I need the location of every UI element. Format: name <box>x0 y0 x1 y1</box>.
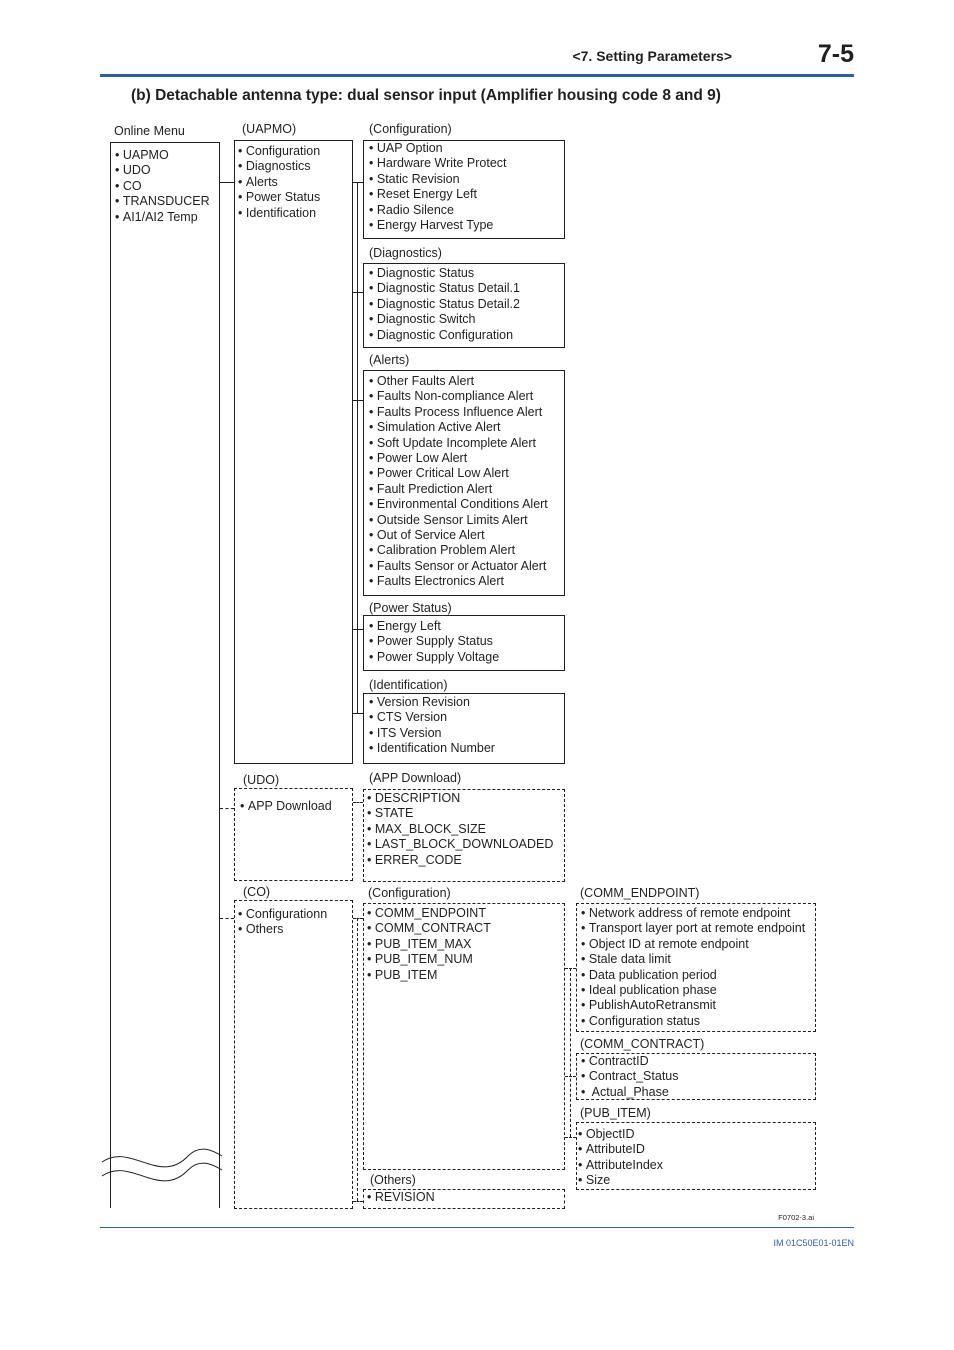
uapmo-identification-label: (Identification) <box>369 678 448 692</box>
list-item: • Other Faults Alert <box>369 374 564 389</box>
document-number: IM 01C50E01-01EN <box>773 1238 854 1248</box>
list-item: • Diagnostic Switch <box>369 312 564 327</box>
app-download-list <box>364 790 564 868</box>
list-item: • PUB_ITEM_MAX <box>367 937 564 952</box>
list-item: • Energy Left <box>369 619 564 634</box>
list-item: • Network address of remote endpoint <box>581 906 815 921</box>
list-item: • UDO <box>115 163 219 178</box>
break-mark <box>100 1146 225 1186</box>
connector-line <box>220 918 234 919</box>
list-item: • Power Status <box>238 190 352 205</box>
uapmo-box <box>234 140 353 764</box>
list-item: • AI1/AI2 Temp <box>115 210 219 225</box>
list-item: • Power Supply Status <box>369 634 564 649</box>
udo-box <box>234 788 353 881</box>
list-item: • Diagnostic Configuration <box>369 328 564 343</box>
udo-list <box>235 789 352 814</box>
uapmo-identification-list <box>364 694 564 757</box>
list-item: • UAPMO <box>115 148 219 163</box>
uapmo-diagnostics-box <box>363 263 565 348</box>
list-item: • UAP Option <box>369 141 564 156</box>
figure-title: (b) Detachable antenna type: dual sensor input (Amplifier housing code 8 and 9) <box>131 87 721 104</box>
connector-line <box>353 292 363 293</box>
connector-line <box>353 802 363 803</box>
list-item: • REVISION <box>367 1190 564 1205</box>
list-item: • Static Revision <box>369 172 564 187</box>
list-item: • Faults Sensor or Actuator Alert <box>369 559 564 574</box>
list-item: • Hardware Write Protect <box>369 156 564 171</box>
list-item: • Alerts <box>238 175 352 190</box>
list-item: • Faults Non-compliance Alert <box>369 389 564 404</box>
list-item: • ITS Version <box>369 726 564 741</box>
co-label: (CO) <box>243 885 271 899</box>
uapmo-diagnostics-label: (Diagnostics) <box>369 246 442 260</box>
list-item: • Contract_Status <box>581 1069 815 1084</box>
co-others-label: (Others) <box>370 1173 416 1187</box>
list-item: • Radio Silence <box>369 203 564 218</box>
list-item: • TRANSDUCER <box>115 194 219 209</box>
list-item: • APP Download <box>240 799 352 814</box>
list-item: • Data publication period <box>581 968 815 983</box>
co-box <box>234 900 353 1209</box>
uapmo-power-status-list <box>364 616 564 665</box>
online-menu-label: Online Menu <box>114 124 185 138</box>
comm-endpoint-box <box>576 903 816 1032</box>
list-item: • STATE <box>367 806 564 821</box>
uapmo-alerts-list <box>364 371 564 590</box>
co-others-list <box>364 1190 564 1205</box>
pub-item-box <box>576 1122 816 1190</box>
list-item: • Version Revision <box>369 695 564 710</box>
connector-line <box>220 808 234 809</box>
list-item: • Diagnostics <box>238 159 352 174</box>
connector-line <box>565 1076 576 1077</box>
pub-item-label: (PUB_ITEM) <box>580 1106 651 1120</box>
connector-line <box>353 182 363 183</box>
list-item: • Stale data limit <box>581 952 815 967</box>
list-item: • CO <box>115 179 219 194</box>
list-item: • COMM_CONTRACT <box>367 921 564 936</box>
comm-contract-box <box>576 1053 816 1100</box>
uapmo-configuration-list <box>364 141 564 233</box>
list-item: • Faults Electronics Alert <box>369 574 564 589</box>
online-menu-list <box>111 143 219 225</box>
online-menu-box <box>110 142 220 1208</box>
co-list <box>235 901 352 938</box>
list-item: • ObjectID <box>578 1127 815 1142</box>
list-item: • Ideal publication phase <box>581 983 815 998</box>
list-item: • Power Low Alert <box>369 451 564 466</box>
uapmo-alerts-label: (Alerts) <box>369 353 410 367</box>
connector-line <box>353 1201 363 1202</box>
list-item: • Energy Harvest Type <box>369 218 564 233</box>
co-configuration-box <box>363 903 565 1170</box>
section-title: <7. Setting Parameters> <box>572 48 732 64</box>
list-item: • COMM_ENDPOINT <box>367 906 564 921</box>
list-item: • Configurationn <box>238 907 352 922</box>
connector-line <box>570 968 571 1137</box>
header-rule <box>100 74 854 77</box>
list-item: • ContractID <box>581 1054 815 1069</box>
uapmo-diagnostics-list <box>364 264 564 343</box>
connector-line <box>357 182 358 713</box>
uapmo-power-status-box <box>363 615 565 671</box>
comm-contract-label: (COMM_CONTRACT) <box>580 1037 705 1051</box>
list-item: • Out of Service Alert <box>369 528 564 543</box>
list-item: • Identification Number <box>369 741 564 756</box>
app-download-box <box>363 789 565 882</box>
comm-endpoint-list <box>577 904 815 1029</box>
footer-rule <box>100 1227 854 1228</box>
list-item: • MAX_BLOCK_SIZE <box>367 822 564 837</box>
uapmo-alerts-box <box>363 370 565 596</box>
list-item: • Simulation Active Alert <box>369 420 564 435</box>
list-item: • PublishAutoRetransmit <box>581 998 815 1013</box>
list-item: • Fault Prediction Alert <box>369 482 564 497</box>
udo-label: (UDO) <box>243 773 280 787</box>
list-item: • Soft Update Incomplete Alert <box>369 436 564 451</box>
list-item: • Diagnostic Status <box>369 266 564 281</box>
co-others-box <box>363 1189 565 1209</box>
connector-line <box>353 629 363 630</box>
connector-line <box>353 713 363 714</box>
uapmo-identification-box <box>363 693 565 764</box>
connector-line <box>565 1137 576 1138</box>
comm-contract-list <box>577 1054 815 1100</box>
list-item: • CTS Version <box>369 710 564 725</box>
uapmo-power-status-label: (Power Status) <box>369 601 452 615</box>
list-item: • Others <box>238 922 352 937</box>
list-item: • PUB_ITEM <box>367 968 564 983</box>
list-item: • Configuration status <box>581 1014 815 1029</box>
list-item: • Diagnostic Status Detail.2 <box>369 297 564 312</box>
uapmo-label: (UAPMO) <box>242 122 297 136</box>
connector-line <box>220 182 234 183</box>
list-item: • Diagnostic Status Detail.1 <box>369 281 564 296</box>
list-item: • Outside Sensor Limits Alert <box>369 513 564 528</box>
list-item: • Reset Energy Left <box>369 187 564 202</box>
list-item: • Faults Process Influence Alert <box>369 405 564 420</box>
uapmo-configuration-box <box>363 140 565 239</box>
co-configuration-list <box>364 904 564 983</box>
list-item: • Transport layer port at remote endpoint <box>581 921 815 936</box>
list-item: • Configuration <box>238 144 352 159</box>
list-item: • PUB_ITEM_NUM <box>367 952 564 967</box>
uapmo-list <box>235 141 352 221</box>
connector-line <box>357 918 358 1201</box>
list-item: • LAST_BLOCK_DOWNLOADED <box>367 837 564 852</box>
list-item: • Power Supply Voltage <box>369 650 564 665</box>
list-item: • AttributeIndex <box>578 1158 815 1173</box>
list-item: • Power Critical Low Alert <box>369 466 564 481</box>
list-item: • Calibration Problem Alert <box>369 543 564 558</box>
app-download-label: (APP Download) <box>369 771 462 785</box>
list-item: • DESCRIPTION <box>367 791 564 806</box>
connector-line <box>353 400 363 401</box>
figure-code: F0702-3.ai <box>778 1213 814 1222</box>
list-item: • Identification <box>238 206 352 221</box>
list-item: • Environmental Conditions Alert <box>369 497 564 512</box>
list-item: • Actual_Phase <box>581 1085 815 1100</box>
list-item: • Object ID at remote endpoint <box>581 937 815 952</box>
page-number: 7-5 <box>817 40 854 68</box>
list-item: • Size <box>578 1173 815 1188</box>
pub-item-list <box>577 1123 815 1189</box>
co-configuration-label: (Configuration) <box>368 886 451 900</box>
connector-line <box>353 918 363 919</box>
uapmo-configuration-label: (Configuration) <box>369 122 452 136</box>
connector-line <box>565 968 576 969</box>
list-item: • AttributeID <box>578 1142 815 1157</box>
comm-endpoint-label: (COMM_ENDPOINT) <box>580 886 700 900</box>
list-item: • ERRER_CODE <box>367 853 564 868</box>
